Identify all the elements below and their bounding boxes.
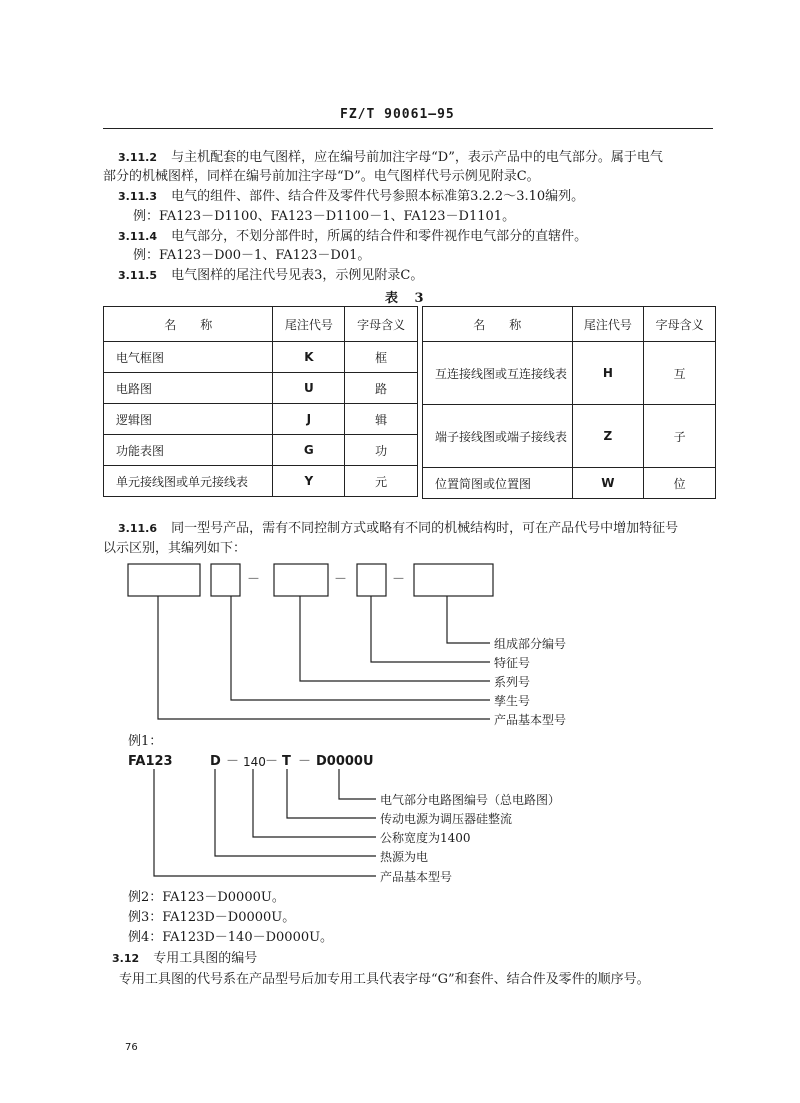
row-name: 互连接线图或互连接线表 [423, 342, 573, 405]
label-series-number: 系列号 [494, 675, 531, 689]
row-code: U [273, 373, 345, 404]
label-component-number: 组成部分编号 [494, 637, 567, 651]
row-meaning: 路 [345, 373, 418, 404]
ex1-code-width: 140 [243, 755, 266, 769]
section-title: 专用工具图的编号 [153, 951, 258, 966]
row-name: 功能表图 [104, 435, 273, 466]
paragraph-line: 同一型号产品，需有不同控制方式或略有不同的机械结构时，可在产品代号中增加特征号 [171, 521, 679, 536]
ex1-code-d: D [210, 754, 221, 769]
connector-component [447, 596, 490, 643]
section-number: 3.11.4 [118, 230, 157, 243]
dash-1: － [247, 572, 261, 587]
example-4: 例4：FA123D－140－D0000U。 [128, 930, 334, 945]
ex1-label-basic: 产品基本型号 [380, 870, 453, 884]
box-component [414, 564, 493, 596]
connector-series [300, 596, 490, 681]
row-code: H [572, 342, 644, 405]
example-line: 例：FA123－D1100、FA123－D1100－1、FA123－D1101。 [133, 209, 516, 224]
ex1-code-dash: － [226, 754, 240, 769]
box-series [274, 564, 328, 596]
box-derived [211, 564, 240, 596]
ex1-label-heat: 热源为电 [380, 850, 429, 864]
section-number: 3.11.2 [118, 151, 157, 164]
row-name: 电气框图 [104, 342, 273, 373]
row-name: 单元接线图或单元接线表 [104, 466, 273, 497]
ex1-code-circuit: D0000U [316, 754, 374, 769]
box-feature [357, 564, 386, 596]
header-name: 名 称 [423, 307, 573, 342]
section-number: 3.11.3 [118, 190, 157, 203]
row-code: K [273, 342, 345, 373]
row-code: W [572, 468, 644, 499]
ex1-code-basic: FA123 [128, 754, 173, 769]
connector-derived [231, 596, 490, 700]
paragraph-line: 专用工具图的代号系在产品型号后加专用工具代表字母“G”和套件、结合件及零件的顺序号。 [119, 972, 650, 987]
row-meaning: 子 [644, 405, 716, 468]
ex1-connector-width [253, 769, 376, 837]
row-meaning: 功 [345, 435, 418, 466]
paragraph-line: 与主机配套的电气图样，应在编号前加注字母“D”，表示产品中的电气部分。属于电气 [171, 150, 663, 165]
row-meaning: 位 [644, 468, 716, 499]
row-name: 端子接线图或端子接线表 [423, 405, 573, 468]
box-basic-model [128, 564, 200, 596]
section-number: 3.12 [112, 952, 140, 965]
ex1-label-power: 传动电源为调压器硅整流 [380, 812, 513, 826]
ex1-connector-basic [154, 769, 376, 876]
row-meaning: 辑 [345, 404, 418, 435]
page-number: 76 [125, 1042, 138, 1053]
ex1-code-dash: － [265, 754, 279, 769]
row-name: 电路图 [104, 373, 273, 404]
label-feature-number: 特征号 [494, 656, 531, 670]
page-header: FZ/T 90061—95 [340, 107, 455, 122]
paragraph-line: 以示区别，其编列如下： [103, 541, 247, 556]
section-number: 3.11.6 [118, 522, 157, 535]
header-name: 名 称 [104, 307, 273, 342]
header-code: 尾注代号 [572, 307, 644, 342]
ex1-code-dash: － [298, 754, 312, 769]
example-1-title: 例1： [128, 734, 163, 749]
ex1-label-width: 公称宽度为1400 [380, 831, 471, 845]
paragraph-line: 部分的机械图样，同样在编号前加注字母“D”。电气图样代号示例见附录C。 [103, 169, 540, 184]
header-code: 尾注代号 [273, 307, 345, 342]
section-number: 3.11.5 [118, 269, 157, 282]
label-basic-model: 产品基本型号 [494, 713, 567, 727]
table-title: 表 3 [385, 291, 430, 306]
row-code: G [273, 435, 345, 466]
paragraph-line: 电气图样的尾注代号见表3，示例见附录C。 [171, 268, 424, 283]
ex1-connector-circuit [339, 769, 376, 799]
row-code: Z [572, 405, 644, 468]
row-meaning: 元 [345, 466, 418, 497]
row-meaning: 框 [345, 342, 418, 373]
example-line: 例：FA123－D00－1、FA123－D01。 [133, 248, 371, 263]
header-meaning: 字母含义 [345, 307, 418, 342]
paragraph-line: 电气的组件、部件、结合件及零件代号参照本标准第3.2.2～3.10编列。 [171, 189, 585, 204]
ex1-label-circuit: 电气部分电路图编号（总电路图） [380, 793, 561, 807]
dash-2: － [334, 572, 348, 587]
dash-3: － [392, 572, 406, 587]
row-code: Y [273, 466, 345, 497]
row-meaning: 互 [644, 342, 716, 405]
section-3-12 [112, 950, 257, 968]
label-derived-number: 孳生号 [494, 694, 531, 708]
ex1-connector-heat [215, 769, 376, 856]
connector-feature [371, 596, 490, 662]
header-meaning: 字母含义 [644, 307, 716, 342]
example-2: 例2：FA123－D0000U。 [128, 890, 285, 905]
row-code: J [273, 404, 345, 435]
paragraph-line: 电气部分，不划分部件时，所属的结合件和零件视作电气部分的直辖件。 [171, 229, 588, 244]
ex1-connector-power [287, 769, 376, 818]
row-name: 位置简图或位置图 [423, 468, 573, 499]
ex1-code-t: T [282, 754, 291, 769]
row-name: 逻辑图 [104, 404, 273, 435]
example-3: 例3：FA123D－D0000U。 [128, 910, 296, 925]
